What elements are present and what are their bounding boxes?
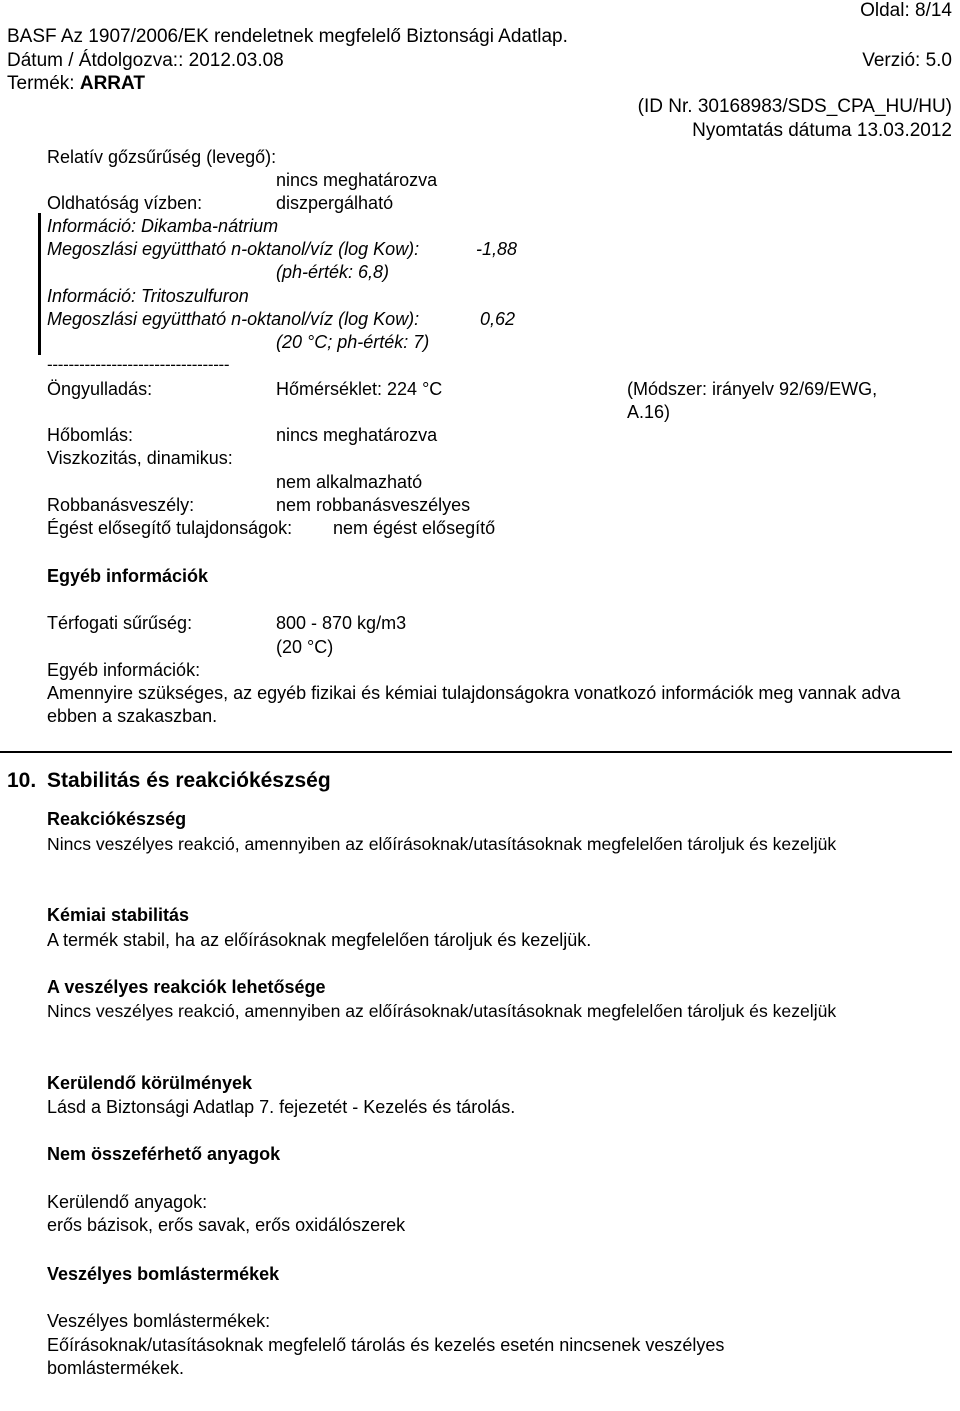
page-number: Oldal: 8/14 (860, 0, 952, 21)
reactivity-text: Nincs veszélyes reakció, amennyiben az előírásoknak/utasításoknak megfelelően tároljuk és kezeljük (47, 834, 837, 854)
chemical-stability-heading: Kémiai stabilitás (47, 905, 190, 925)
ignition-value: Hőmérséklet: 224 °C (276, 379, 443, 399)
section-divider (0, 751, 952, 753)
vapor-label: Relatív gőzsűrűség (levegő): (47, 147, 277, 167)
reactivity-heading: Reakciókészség (47, 809, 187, 829)
solubility-label: Oldhatóság vízben: (47, 193, 203, 213)
bulk-density-conditions: (20 °C) (276, 637, 334, 657)
info-dikamba: Információ: Dikamba-nátrium (47, 216, 279, 236)
vapor-value: nincs meghatározva (276, 170, 438, 190)
other-info-label: Egyéb információk: (47, 660, 201, 680)
bulk-density-value: 800 - 870 kg/m3 (276, 613, 407, 633)
decomposition-value: nincs meghatározva (276, 425, 438, 445)
ignition-label: Öngyulladás: (47, 379, 153, 399)
separator-line: ---------------------------------- (47, 355, 230, 374)
partition2-value: 0,62 (480, 309, 516, 329)
solubility-value: diszpergálható (276, 193, 394, 213)
ignition-method-line2: A.16) (627, 402, 671, 422)
partition2-label: Megoszlási együttható n-oktanol/víz (log Kow): (47, 309, 420, 329)
partition1-value: -1,88 (476, 239, 518, 259)
partition2-conditions: (20 °C; ph-érték: 7) (276, 332, 430, 352)
chemical-stability-text: A termék stabil, ha az előírásoknak megfelelően tároljuk és kezeljük. (47, 930, 592, 950)
viscosity-label: Viszkozitás, dinamikus: (47, 448, 233, 468)
oxidizing-label: Égést elősegítő tulajdonságok: (47, 518, 293, 538)
explosion-value: nem robbanásveszélyes (276, 495, 471, 515)
info-tritoszulfuron: Információ: Tritoszulfuron (47, 286, 249, 306)
incompatible-materials-text: erős bázisok, erős savak, erős oxidálószerek (47, 1215, 406, 1235)
ignition-method-line1: (Módszer: irányelv 92/69/EWG, (627, 379, 878, 399)
hazardous-reactions-heading: A veszélyes reakciók lehetősége (47, 977, 326, 997)
viscosity-value: nem alkalmazható (276, 472, 423, 492)
product-name: ARRAT (79, 73, 145, 94)
change-bar (38, 213, 41, 355)
decomposition-label: Hőbomlás: (47, 425, 134, 445)
partition1-label: Megoszlási együttható n-oktanol/víz (log Kow): (47, 239, 420, 259)
oxidizing-value: nem égést elősegítő (333, 518, 496, 538)
section-title: Stabilitás és reakciókészség (47, 769, 331, 792)
section-number: 10. (7, 769, 37, 792)
hazardous-reactions-text: Nincs veszélyes reakció, amennyiben az előírásoknak/utasításoknak megfelelően tároljuk és kezeljük (47, 1001, 837, 1021)
other-info-heading: Egyéb információk (47, 566, 209, 586)
decomposition-products-heading: Veszélyes bomlástermékek (47, 1264, 280, 1284)
decomposition-products-label: Veszélyes bomlástermékek: (47, 1311, 271, 1331)
header-print-date: Nyomtatás dátuma 13.03.2012 (692, 120, 952, 141)
incompatible-materials-label: Kerülendő anyagok: (47, 1192, 208, 1212)
header-date: Dátum / Átdolgozva:: 2012.03.08 (7, 50, 284, 71)
header-product (7, 73, 145, 95)
conditions-to-avoid-heading: Kerülendő körülmények (47, 1073, 253, 1093)
other-info-text: Amennyire szükséges, az egyéb fizikai és kémiai tulajdonságokra vonatkozó információk meg vannak adva ebben a szakaszban. (47, 683, 901, 726)
header-id: (ID Nr. 30168983/SDS_CPA_HU/HU) (637, 96, 952, 117)
product-label: Termék: (7, 73, 75, 94)
partition1-conditions: (ph-érték: 6,8) (276, 262, 390, 282)
explosion-label: Robbanásveszély: (47, 495, 195, 515)
incompatible-materials-heading: Nem összeférhető anyagok (47, 1144, 281, 1164)
bulk-density-label: Térfogati sűrűség: (47, 613, 193, 633)
header-regulation: BASF Az 1907/2006/EK rendeletnek megfelelő Biztonsági Adatlap. (7, 26, 568, 47)
header-version: Verzió: 5.0 (862, 50, 952, 71)
conditions-to-avoid-text: Lásd a Biztonsági Adatlap 7. fejezetét - Kezelés és tárolás. (47, 1097, 516, 1117)
decomposition-products-text: Eőírásoknak/utasításoknak megfelelő tárolás és kezelés esetén nincsenek veszélyes bomlástermékek. (47, 1335, 725, 1378)
